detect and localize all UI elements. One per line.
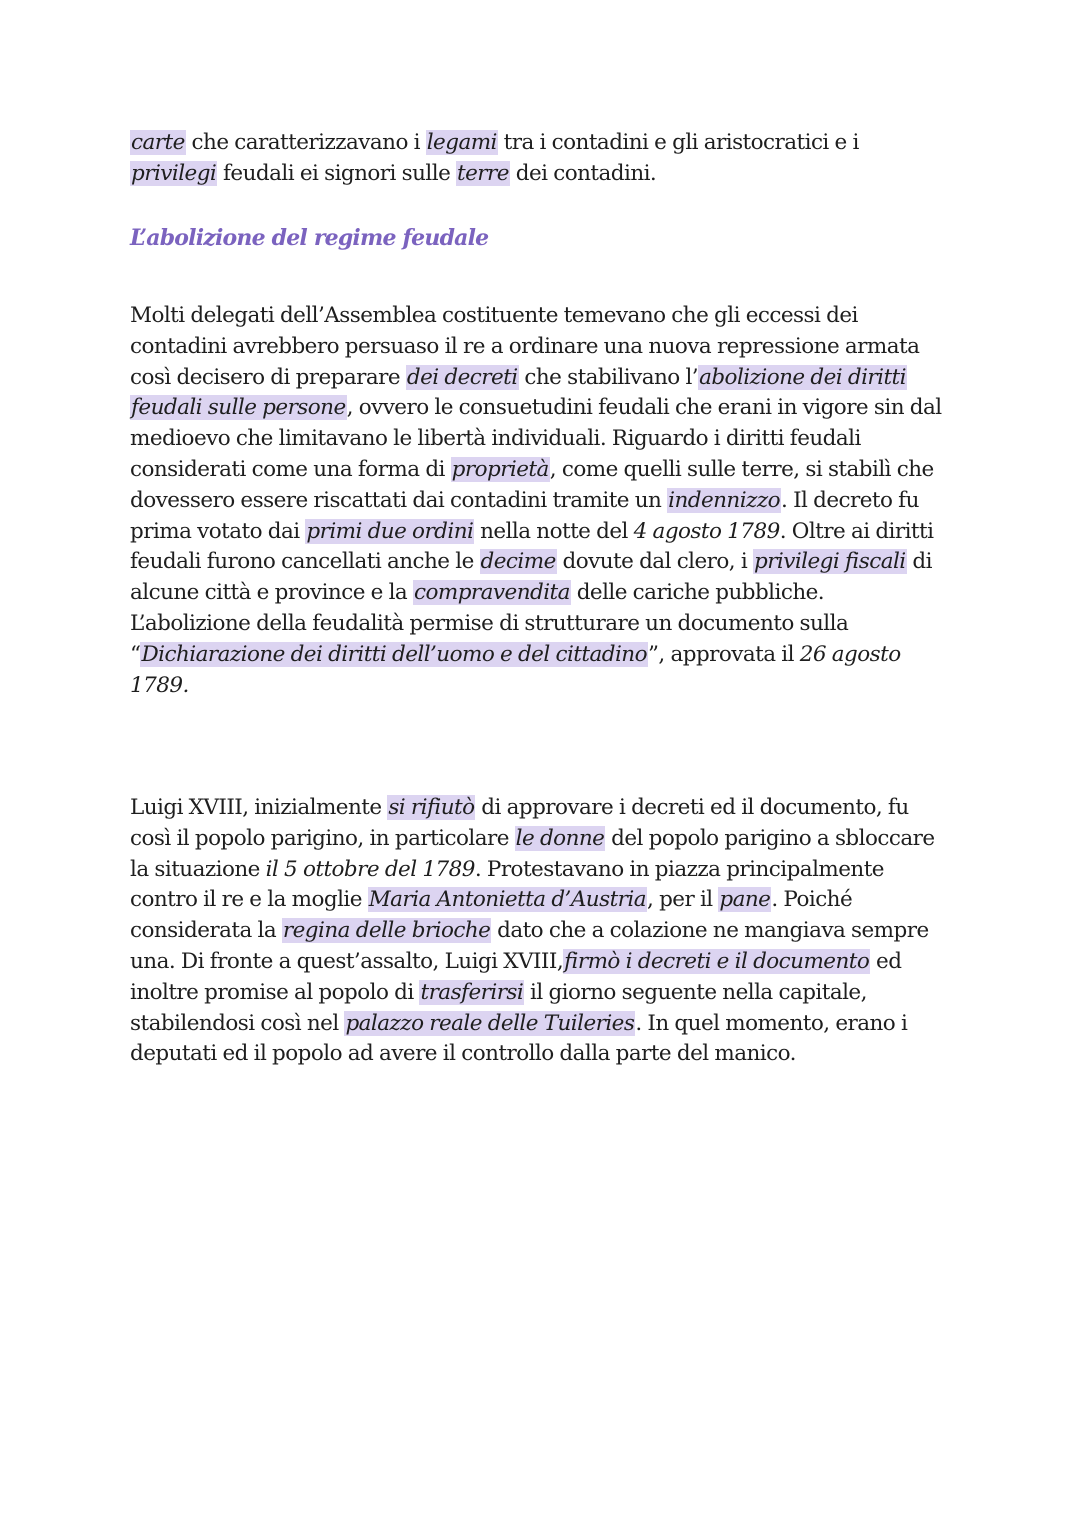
text-line xyxy=(130,855,960,886)
text-span: nella notte del xyxy=(474,518,634,544)
text-line xyxy=(130,455,960,486)
text-span: delle cariche pubbliche. xyxy=(570,580,825,606)
text-line xyxy=(130,578,960,609)
text-line: Molti delegati dell’Assemblea costituente temevano che gli eccessi dei xyxy=(130,303,858,328)
text-line xyxy=(130,128,960,159)
text-line xyxy=(130,916,960,947)
date-text: il 5 ottobre del 1789 xyxy=(265,856,475,882)
highlight: terre xyxy=(457,160,509,186)
text-span: il giorno seguente nella capitale, xyxy=(524,979,867,1005)
highlight: firmò i decreti e il documento xyxy=(564,948,870,974)
highlight: privilegi fiscali xyxy=(753,549,906,575)
text-line xyxy=(130,547,960,578)
highlight: carte xyxy=(131,130,185,155)
text-line xyxy=(130,159,960,190)
highlight: privilegi xyxy=(131,160,217,186)
text-line xyxy=(130,885,960,916)
date-text: 4 agosto 1789 xyxy=(633,518,780,544)
text-span: che stabilivano l’ xyxy=(518,364,699,390)
text-span: stabilendosi così nel xyxy=(130,1010,345,1036)
text-line xyxy=(130,363,960,394)
text-span: . Poiché xyxy=(771,887,853,913)
text-line: contadini avrebbero persuaso il re a ordinare una nuova repressione armata xyxy=(130,333,920,359)
highlight: palazzo reale delle Tuileries xyxy=(345,1010,635,1036)
text-span: di xyxy=(906,549,932,575)
text-line xyxy=(130,1009,960,1040)
paragraph-luigi xyxy=(130,793,960,1070)
highlight: le donne xyxy=(515,825,605,851)
text-span: considerati come una forma di xyxy=(130,456,451,482)
text-span: ed xyxy=(870,948,902,974)
text-span: . Il decreto fu xyxy=(781,487,919,513)
text-span: dovute dal clero, i xyxy=(556,549,753,575)
text-span: alcune città e province e la xyxy=(130,580,413,606)
text-span: . In quel momento, erano i xyxy=(635,1010,908,1036)
highlight: regina delle brioche xyxy=(282,918,491,944)
text-span: contro il re e la moglie xyxy=(130,887,368,913)
text-span: di approvare i decreti ed il documento, fu xyxy=(475,795,909,820)
text-line: L’abolizione della feudalità permise di strutturare un documento sulla xyxy=(130,610,849,636)
text-span: che caratterizzavano i xyxy=(185,130,426,155)
date-text: 26 agosto xyxy=(799,641,901,667)
text-span: dei contadini. xyxy=(509,160,657,186)
text-line xyxy=(130,393,960,424)
highlight: pane xyxy=(719,887,771,913)
highlight: trasferirsi xyxy=(420,979,524,1005)
text-span: inoltre promise al popolo di xyxy=(130,979,420,1005)
highlight: primi due ordini xyxy=(306,518,474,544)
text-line: deputati ed il popolo ad avere il controllo dalla parte del manico. xyxy=(130,1041,796,1067)
section-heading: L’abolizione del regime feudale xyxy=(130,225,489,251)
text-span: ”, approvata il xyxy=(647,641,800,667)
text-line xyxy=(130,824,960,855)
text-span: , ovvero le consuetudini feudali che erani in vigore sin dal xyxy=(346,395,942,421)
paragraph-intro xyxy=(130,128,960,190)
text-span: feudali ei signori sulle xyxy=(217,160,457,186)
text-span: una. Di fronte a quest’assalto, Luigi XVIII, xyxy=(130,948,564,974)
highlight: proprietà xyxy=(451,456,549,482)
text-span: . Oltre ai diritti xyxy=(779,518,934,544)
text-span: . Protestavano in piazza principalmente xyxy=(474,856,884,882)
highlight: feudali sulle persone xyxy=(131,395,346,421)
highlight: abolizione dei diritti xyxy=(699,364,906,390)
text-span: la situazione xyxy=(130,856,266,882)
text-line xyxy=(130,978,960,1009)
highlight: si rifiutò xyxy=(388,795,475,820)
text-line xyxy=(130,640,960,671)
text-span: così il popolo parigino, in particolare xyxy=(130,825,515,851)
text-span: , per il xyxy=(647,887,719,913)
text-span: tra i contadini e gli aristocratici e i xyxy=(497,130,859,155)
text-line xyxy=(130,947,960,978)
highlight: indennizzo xyxy=(668,487,781,513)
text-span: “ xyxy=(130,641,141,667)
highlight: decime xyxy=(480,549,556,575)
highlight: legami xyxy=(426,130,497,155)
highlight: Dichiarazione dei diritti dell’uomo e del cittadino xyxy=(141,641,647,667)
text-span: feudali furono cancellati anche le xyxy=(130,549,480,575)
text-line xyxy=(130,486,960,517)
text-line xyxy=(130,793,960,824)
highlight: dei decreti xyxy=(406,364,518,390)
text-span: del popolo parigino a sbloccare xyxy=(605,825,935,851)
text-span: dovessero essere riscattati dai contadini tramite un xyxy=(130,487,668,513)
date-text: 1789. xyxy=(130,672,189,698)
text-line: medioevo che limitavano le libertà individuali. Riguardo i diritti feudali xyxy=(130,426,861,452)
text-span: dato che a colazione ne mangiava sempre xyxy=(491,918,929,944)
text-line xyxy=(130,517,960,548)
text-span: considerata la xyxy=(130,918,282,944)
highlight: compravendita xyxy=(414,580,570,606)
text-span: prima votato dai xyxy=(130,518,306,544)
text-span: così decisero di preparare xyxy=(130,364,406,390)
paragraph-feudal-abolition xyxy=(130,301,960,701)
text-span: , come quelli sulle terre, si stabilì che xyxy=(549,456,934,482)
highlight: Maria Antonietta d’Austria xyxy=(368,887,646,913)
text-span: Luigi XVIII, inizialmente xyxy=(130,795,388,820)
